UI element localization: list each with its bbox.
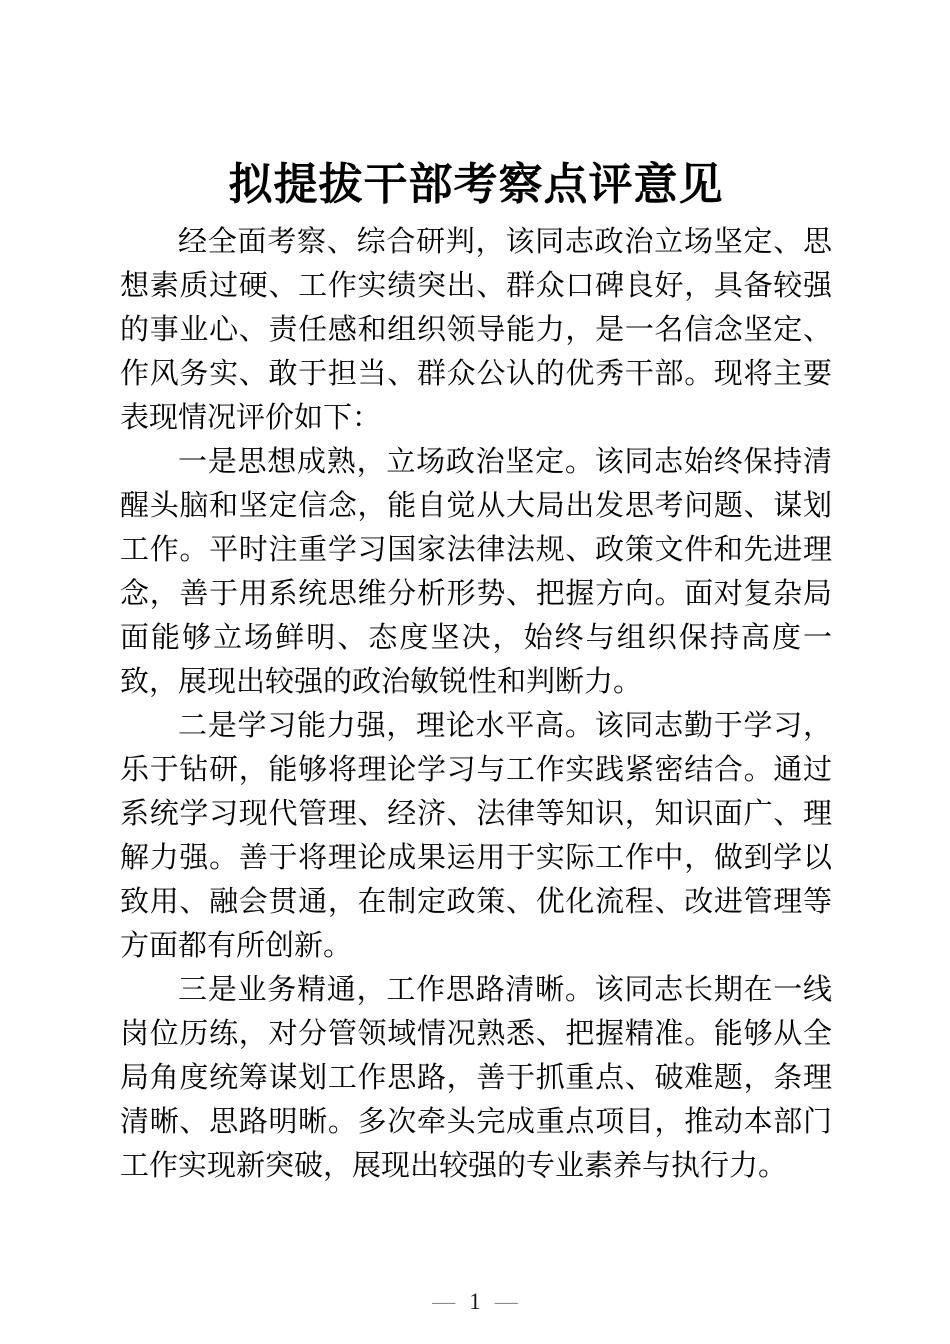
document-title: 拟提拔干部考察点评意见 bbox=[228, 160, 724, 209]
body-paragraph-4: 三是业务精通，工作思路清晰。该同志长期在一线岗位历练，对分管领域情况熟悉、把握精准。能够从全局角度统筹谋划工作思路，善于抓重点、破难题，条理清晰、思路明晰。多次牵头完成重点项目，推动本部门工作实现新突破，展现出较强的专业素养与执行力。 bbox=[120, 974, 832, 1182]
document-body bbox=[120, 220, 832, 1188]
footer-dash-left: — bbox=[432, 1289, 456, 1314]
body-paragraph-2: 一是思想成熟，立场政治坚定。该同志始终保持清醒头脑和坚定信念，能自觉从大局出发思考问题、谋划工作。平时注重学习国家法律法规、政策文件和先进理念，善于用系统思维分析形势、把握方向。面对复杂局面能够立场鲜明、态度坚决，始终与组织保持高度一致，展现出较强的政治敏锐性和判断力。 bbox=[120, 446, 832, 698]
body-paragraph-3: 二是学习能力强，理论水平高。该同志勤于学习，乐于钻研，能够将理论学习与工作实践紧密结合。通过系统学习现代管理、经济、法律等知识，知识面广、理解力强。善于将理论成果运用于实际工作中，做到学以致用、融会贯通，在制定政策、优化流程、改进管理等方面都有所创新。 bbox=[120, 710, 832, 962]
footer-dash-right: — bbox=[494, 1289, 518, 1314]
page-footer bbox=[0, 1288, 950, 1316]
body-paragraph-1: 经全面考察、综合研判，该同志政治立场坚定、思想素质过硬、工作实绩突出、群众口碑良好，具备较强的事业心、责任感和组织领导能力，是一名信念坚定、作风务实、敢于担当、群众公认的优秀干部。现将主要表现情况评价如下： bbox=[120, 226, 832, 434]
page-number: 1 bbox=[469, 1289, 481, 1314]
